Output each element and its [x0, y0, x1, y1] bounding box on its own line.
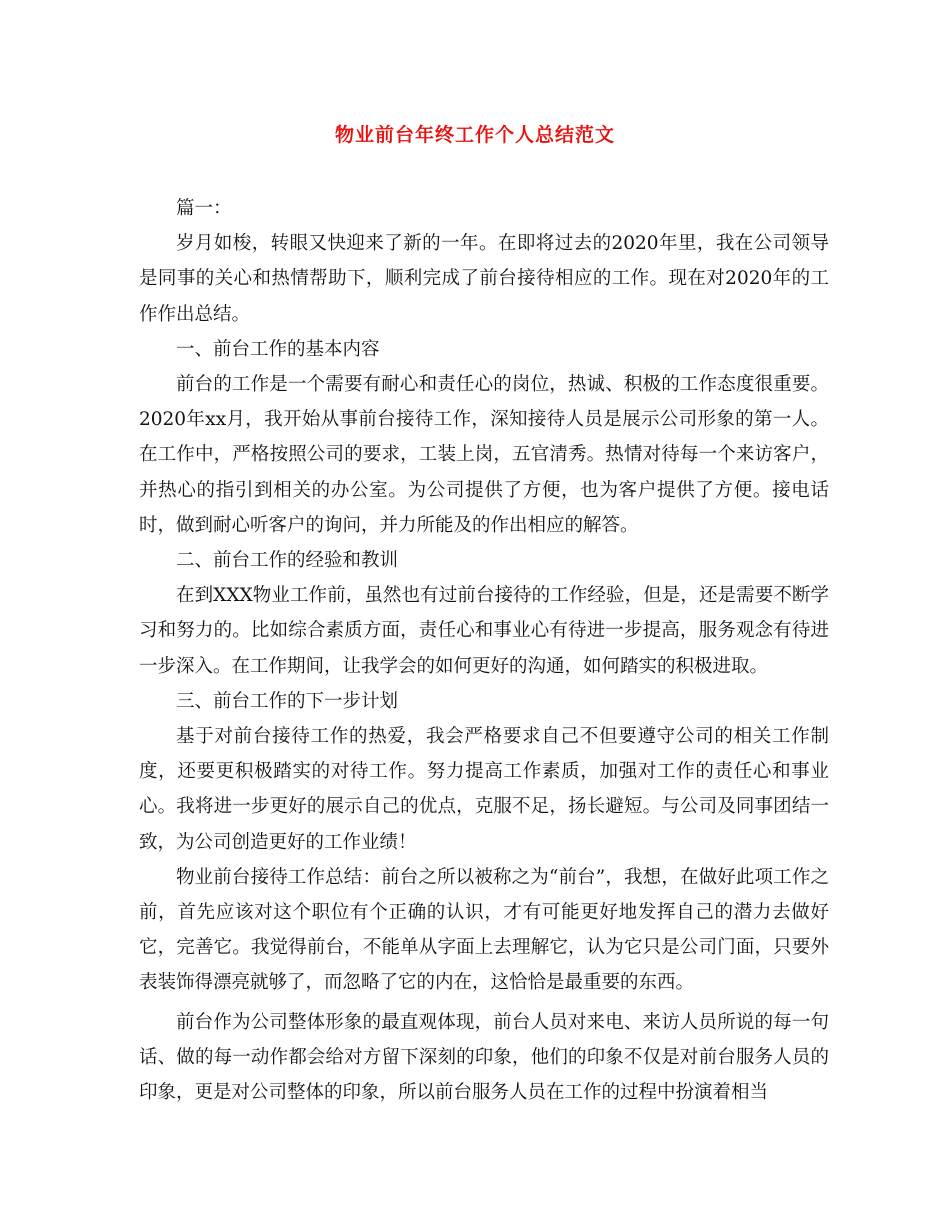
paragraph-intro: 岁月如梭，转眼又快迎来了新的一年。在即将过去的2020年里，我在公司领导是同事的关心和热情帮助下，顺利完成了前台接待相应的工作。现在对2020年的工作作出总结。: [139, 233, 829, 325]
document-title: 物业前台年终工作个人总结范文: [334, 124, 615, 146]
heading-next-plan: 三、前台工作的下一步计划: [176, 690, 399, 712]
paragraph-section-label: 篇一：: [176, 198, 232, 219]
paragraph-next-plan: 基于对前台接待工作的热爱，我会严格要求自己不但要遵守公司的相关工作制度，还要更积极踏实的对待工作。努力提高工作素质，加强对工作的责任心和事业心。我将进一步更好的展示自己的优点，克服不足，扬长避短。与公司及同事团结一致，为公司创造更好的工作业绩！: [139, 726, 829, 853]
paragraph-experience: 在到XXX物业工作前，虽然也有过前台接待的工作经验，但是，还是需要不断学习和努力的。比如综合素质方面，责任心和事业心有待进一步提高，服务观念有待进一步深入。在工作期间，让我学会的如何更好的沟通，如何踏实的积极进取。: [139, 585, 829, 677]
paragraph-basic-content: 前台的工作是一个需要有耐心和责任心的岗位，热诚、积极的工作态度很重要。2020年xx月，我开始从事前台接待工作，深知接待人员是展示公司形象的第一人。在工作中，严格按照公司的要求，工装上岗，五官清秀。热情对待每一个来访客户，并热心的指引到相关的办公室。为公司提供了方便，也为客户提供了方便。接电话时，做到耐心听客户的询问，并力所能及的作出相应的解答。: [139, 374, 829, 536]
paragraph-front-desk-image: 前台作为公司整体形象的最直观体现，前台人员对来电、来访人员所说的每一句话、做的每一动作都会给对方留下深刻的印象，他们的印象不仅是对前台服务人员的印象，更是对公司整体的印象，所以前台服务人员在工作的过程中扮演着相当: [139, 1011, 829, 1104]
document-body: [139, 191, 829, 1110]
paragraph-summary: 物业前台接待工作总结：前台之所以被称之为“前台”，我想，在做好此项工作之前，首先应该对这个职位有个正确的认识，才有可能更好地发挥自己的潜力去做好它，完善它。我觉得前台，不能单从字面上去理解它，认为它只是公司门面，只要外表装饰得漂亮就够了，而忽略了它的内在，这恰恰是最重要的东西。: [139, 866, 829, 994]
heading-basic-content: 一、前台工作的基本内容: [176, 338, 380, 360]
heading-experience: 二、前台工作的经验和教训: [176, 550, 399, 572]
